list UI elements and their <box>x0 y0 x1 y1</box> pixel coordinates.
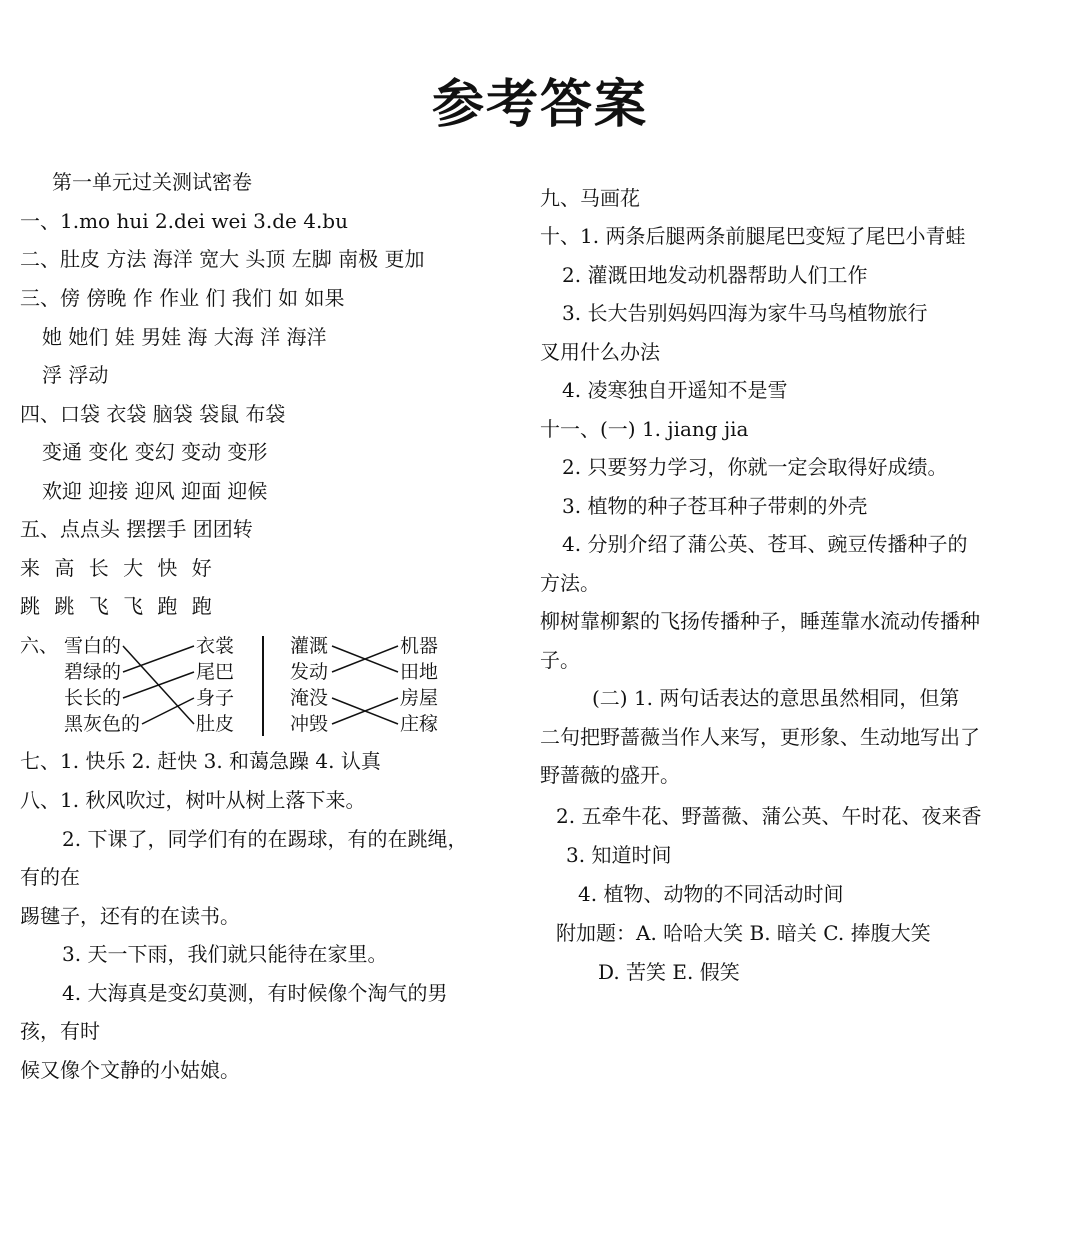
answer-line: 附加题：A. 哈哈大笑 B. 暗关 C. 捧腹大笑 <box>556 921 931 945</box>
match-word: 田地 <box>400 661 439 683</box>
answer-line: 2. 下课了，同学们有的在踢球，有的在跳绳， <box>62 827 468 851</box>
answer-line: 4. 分别介绍了蒲公英、苍耳、豌豆传播种子的 <box>562 532 968 556</box>
match-word: 庄稼 <box>400 713 439 735</box>
matching-label: 六、 <box>20 635 59 657</box>
answer-line: 有的在 <box>20 865 80 889</box>
match-word: 身子 <box>196 687 235 709</box>
match-word: 肚皮 <box>196 713 235 735</box>
answer-line: 2. 灌溉田地发动机器帮助人们工作 <box>562 263 868 287</box>
answer-line: 3. 知道时间 <box>566 843 672 867</box>
match-word: 尾巴 <box>196 661 235 683</box>
answer-line: 踢毽子，还有的在读书。 <box>20 904 240 928</box>
match-word: 灌溉 <box>290 635 329 657</box>
answer-line: 十一、(一) 1. jiang jia <box>540 417 749 441</box>
answer-line: 3. 长大告别妈妈四海为家牛马鸟植物旅行 <box>562 301 928 325</box>
answer-line: 十、1. 两条后腿两条前腿尾巴变短了尾巴小青蛙 <box>540 224 966 248</box>
answer-line: 子。 <box>540 648 580 672</box>
answer-line: (二) 1. 两句话表达的意思虽然相同，但第 <box>592 686 960 710</box>
answer-line: 方法。 <box>540 571 600 595</box>
match-word: 房屋 <box>400 687 439 709</box>
answer-line: 八、1. 秋风吹过，树叶从树上落下来。 <box>20 788 366 812</box>
answer-line: 野蔷薇的盛开。 <box>540 763 680 787</box>
answer-line: 3. 植物的种子苍耳种子带刺的外壳 <box>562 494 868 518</box>
answer-line: 七、1. 快乐 2. 赶快 3. 和蔼急躁 4. 认真 <box>20 749 381 773</box>
answer-line: 2. 只要努力学习，你就一定会取得好成绩。 <box>562 455 948 479</box>
answer-line: 九、马画花 <box>540 186 640 210</box>
answer-line: 四、口袋 衣袋 脑袋 袋鼠 布袋 <box>20 402 286 426</box>
answer-line: 孩，有时 <box>20 1019 100 1043</box>
match-word: 黑灰色的 <box>64 713 141 735</box>
answer-line: 五、点点头 摆摆手 团团转 <box>20 517 253 541</box>
match-word: 发动 <box>290 661 329 683</box>
answer-line: 三、傍 傍晚 作 作业 们 我们 如 如果 <box>20 286 345 310</box>
answer-line: 二句把野蔷薇当作人来写，更形象、生动地写出了 <box>540 725 980 749</box>
answer-line: 跳 跳 飞 飞 跑 跑 <box>20 594 216 618</box>
answer-line: 4. 凌寒独自开遥知不是雪 <box>562 378 788 402</box>
answer-line: 来 高 长 大 快 好 <box>20 556 216 580</box>
answer-line: 浮 浮动 <box>42 363 109 387</box>
answer-line: 欢迎 迎接 迎风 迎面 迎候 <box>42 479 268 503</box>
match-word: 冲毁 <box>290 713 329 735</box>
unit-heading: 第一单元过关测试密卷 <box>52 170 252 194</box>
answer-line: 柳树靠柳絮的飞扬传播种子，睡莲靠水流动传播种 <box>540 609 980 633</box>
answer-line: 3. 天一下雨，我们就只能待在家里。 <box>62 942 388 966</box>
answer-line: D. 苦笑 E. 假笑 <box>598 960 740 984</box>
answer-line: 4. 植物、动物的不同活动时间 <box>578 882 844 906</box>
answer-line: 4. 大海真是变幻莫测，有时候像个淘气的男 <box>62 981 448 1005</box>
match-word: 长长的 <box>64 687 122 709</box>
answer-line: 2. 五牵牛花、野蔷薇、蒲公英、午时花、夜来香 <box>556 804 982 828</box>
answer-line: 一、1.mo hui 2.dei wei 3.de 4.bu <box>20 209 348 233</box>
match-word: 碧绿的 <box>64 661 122 683</box>
match-word: 衣裳 <box>196 635 235 657</box>
answer-line: 二、肚皮 方法 海洋 宽大 头顶 左脚 南极 更加 <box>20 247 425 271</box>
page-title: 参考答案 <box>431 75 648 135</box>
answer-line: 候又像个文静的小姑娘。 <box>20 1058 240 1082</box>
answer-line: 她 她们 娃 男娃 海 大海 洋 海洋 <box>42 325 327 349</box>
answer-line: 叉用什么办法 <box>540 340 660 364</box>
answer-line: 变通 变化 变幻 变动 变形 <box>42 440 268 464</box>
match-word: 淹没 <box>290 687 329 709</box>
match-word: 机器 <box>400 635 439 657</box>
match-word: 雪白的 <box>64 635 122 657</box>
